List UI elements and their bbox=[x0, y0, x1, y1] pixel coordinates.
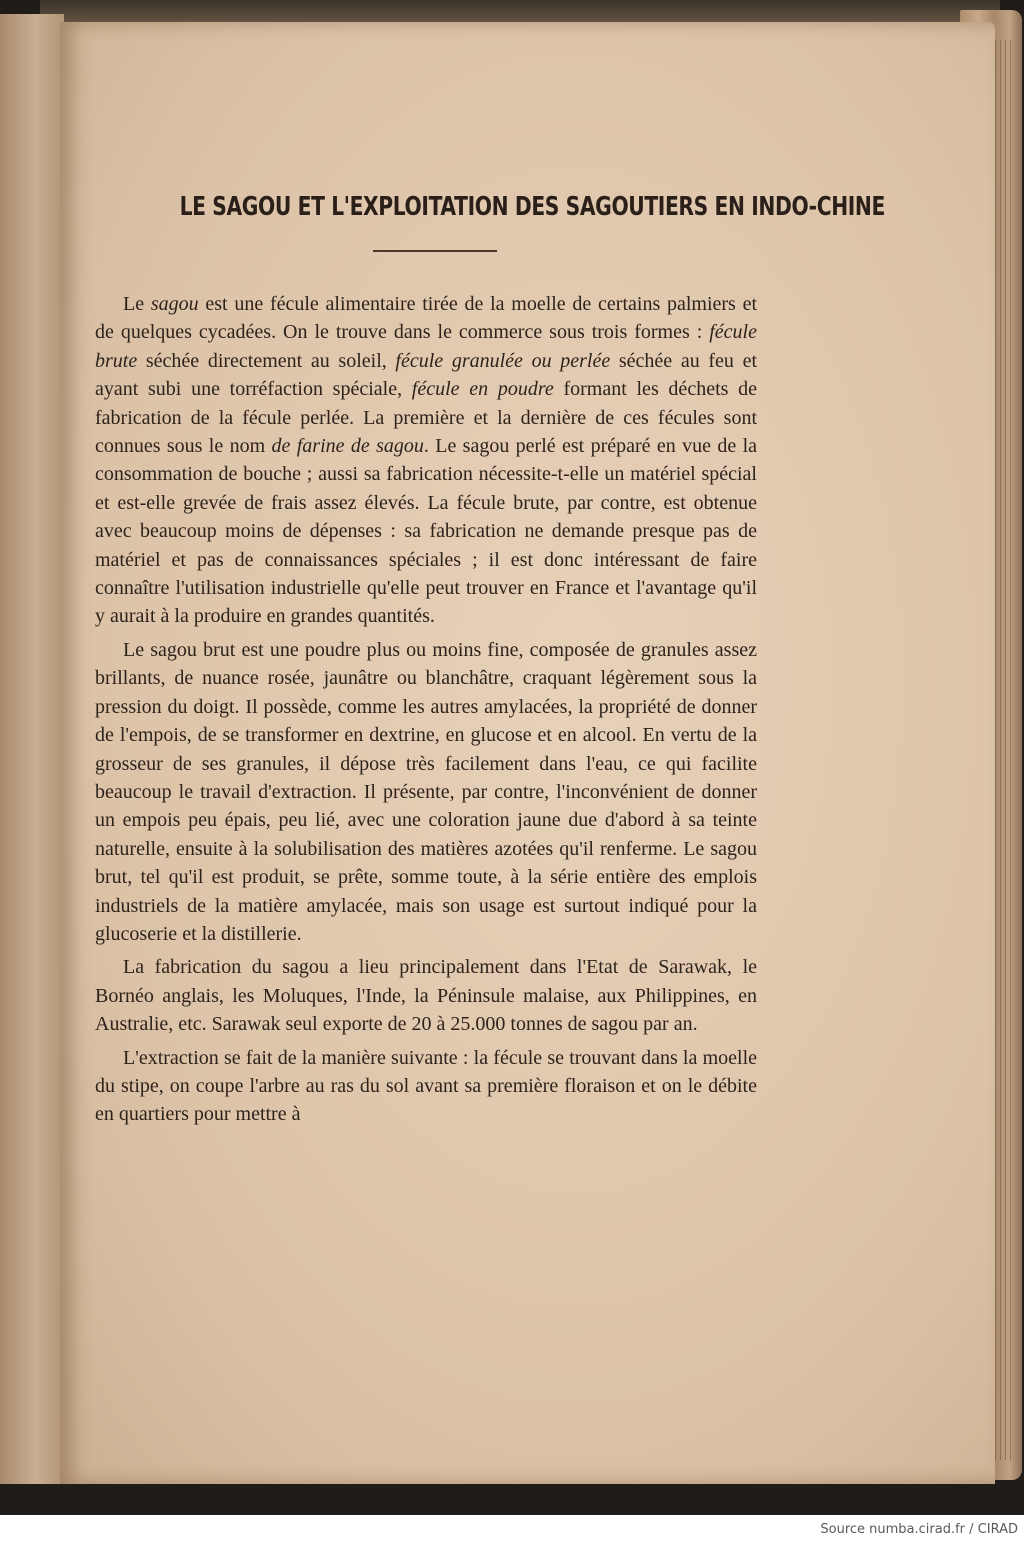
text-run: séchée au feu et ayant subi une torréfaction spéciale, bbox=[95, 349, 757, 401]
text-run: est une fécule alimentaire tirée de la moelle de certains palmiers et de quelques cycadées. On le trouve dans le commerce sous trois formes : bbox=[95, 293, 758, 344]
text-run: . Le sagou perlé est préparé en vue de la consommation de bouche ; aussi sa fabrication nécessite-t-elle un matériel spécial et est-elle grevée de frais assez élevés. La fécule brute, par contre, est obtenue avec beaucoup moins de dépenses : sa fabrication ne demande presque pas de matériel et pas de connaissances spéciales ; il est donc intéressant de faire connaître l'utilisation industrielle qu'elle peut trouver en France et l'avantage qu'il y aurait à la produire en grandes quantités. bbox=[95, 435, 757, 628]
article-body bbox=[95, 290, 757, 1134]
paragraph bbox=[95, 953, 757, 1038]
text-run: L'extraction se fait de la manière suivante : la fécule se trouvant dans la moelle du stipe, on coupe l'arbre au ras du sol avant sa première floraison et on le débite en quartiers pour mettre à bbox=[95, 1046, 757, 1126]
article-title: LE SAGOU ET L'EXPLOITATION DES SAGOUTIERS EN INDO-CHINE bbox=[179, 192, 885, 222]
left-page-edge bbox=[0, 14, 64, 1484]
italic-text: fécule granulée ou perlée bbox=[395, 349, 611, 372]
paragraph bbox=[95, 1044, 757, 1129]
text-run: Le sagou brut est une poudre plus ou moins fine, composée de granules assez brillants, de nuance rosée, jaunâtre ou blanchâtre, craquant légèrement sous la pression du doigt. Il possède, comme les autres amylacées, la propriété de donner de l'empois, de se transformer en dextrine, en glucose et en alcool. En vertu de la grosseur de ses granules, il dépose très facilement dans l'eau, ce qui facilite beaucoup le travail d'extraction. Il présente, par contre, l'inconvénient de donner un empois peu épais, peu lié, avec une coloration jaune due d'abord à sa teinte naturelle, ensuite à la solubilisation des matières azotées qu'il renferme. Le sagou brut, tel qu'il est produit, se prête, somme toute, à la série entière des emplois industriels de la matière amylacée, mais son usage est surtout indiqué pour la glucoserie et la distillerie. bbox=[95, 638, 757, 945]
text-run: formant les déchets de fabrication de la fécule perlée. La première et la dernière de ces fécules sont connues sous le nom bbox=[95, 378, 757, 458]
text-run: séchée directement au soleil, bbox=[137, 349, 396, 372]
paragraph bbox=[95, 290, 757, 631]
text-run: La fabrication du sagou a lieu principalement dans l'Etat de Sarawak, le Bornéo anglais, les Moluques, l'Inde, la Péninsule malaise, aux Philippines, en Australie, etc. Sarawak seul exporte de 20 à 25.000 tonnes de sagou par an. bbox=[95, 956, 757, 1036]
text-run: Le bbox=[123, 293, 151, 315]
title-rule bbox=[373, 250, 497, 252]
italic-text: de farine de sagou bbox=[271, 435, 424, 458]
paragraph bbox=[95, 636, 757, 948]
italic-text: sagou bbox=[150, 293, 199, 315]
source-credit: Source numba.cirad.fr / CIRAD bbox=[820, 1522, 1018, 1537]
italic-text: fécule brute bbox=[95, 321, 757, 372]
italic-text: fécule en poudre bbox=[411, 378, 554, 401]
